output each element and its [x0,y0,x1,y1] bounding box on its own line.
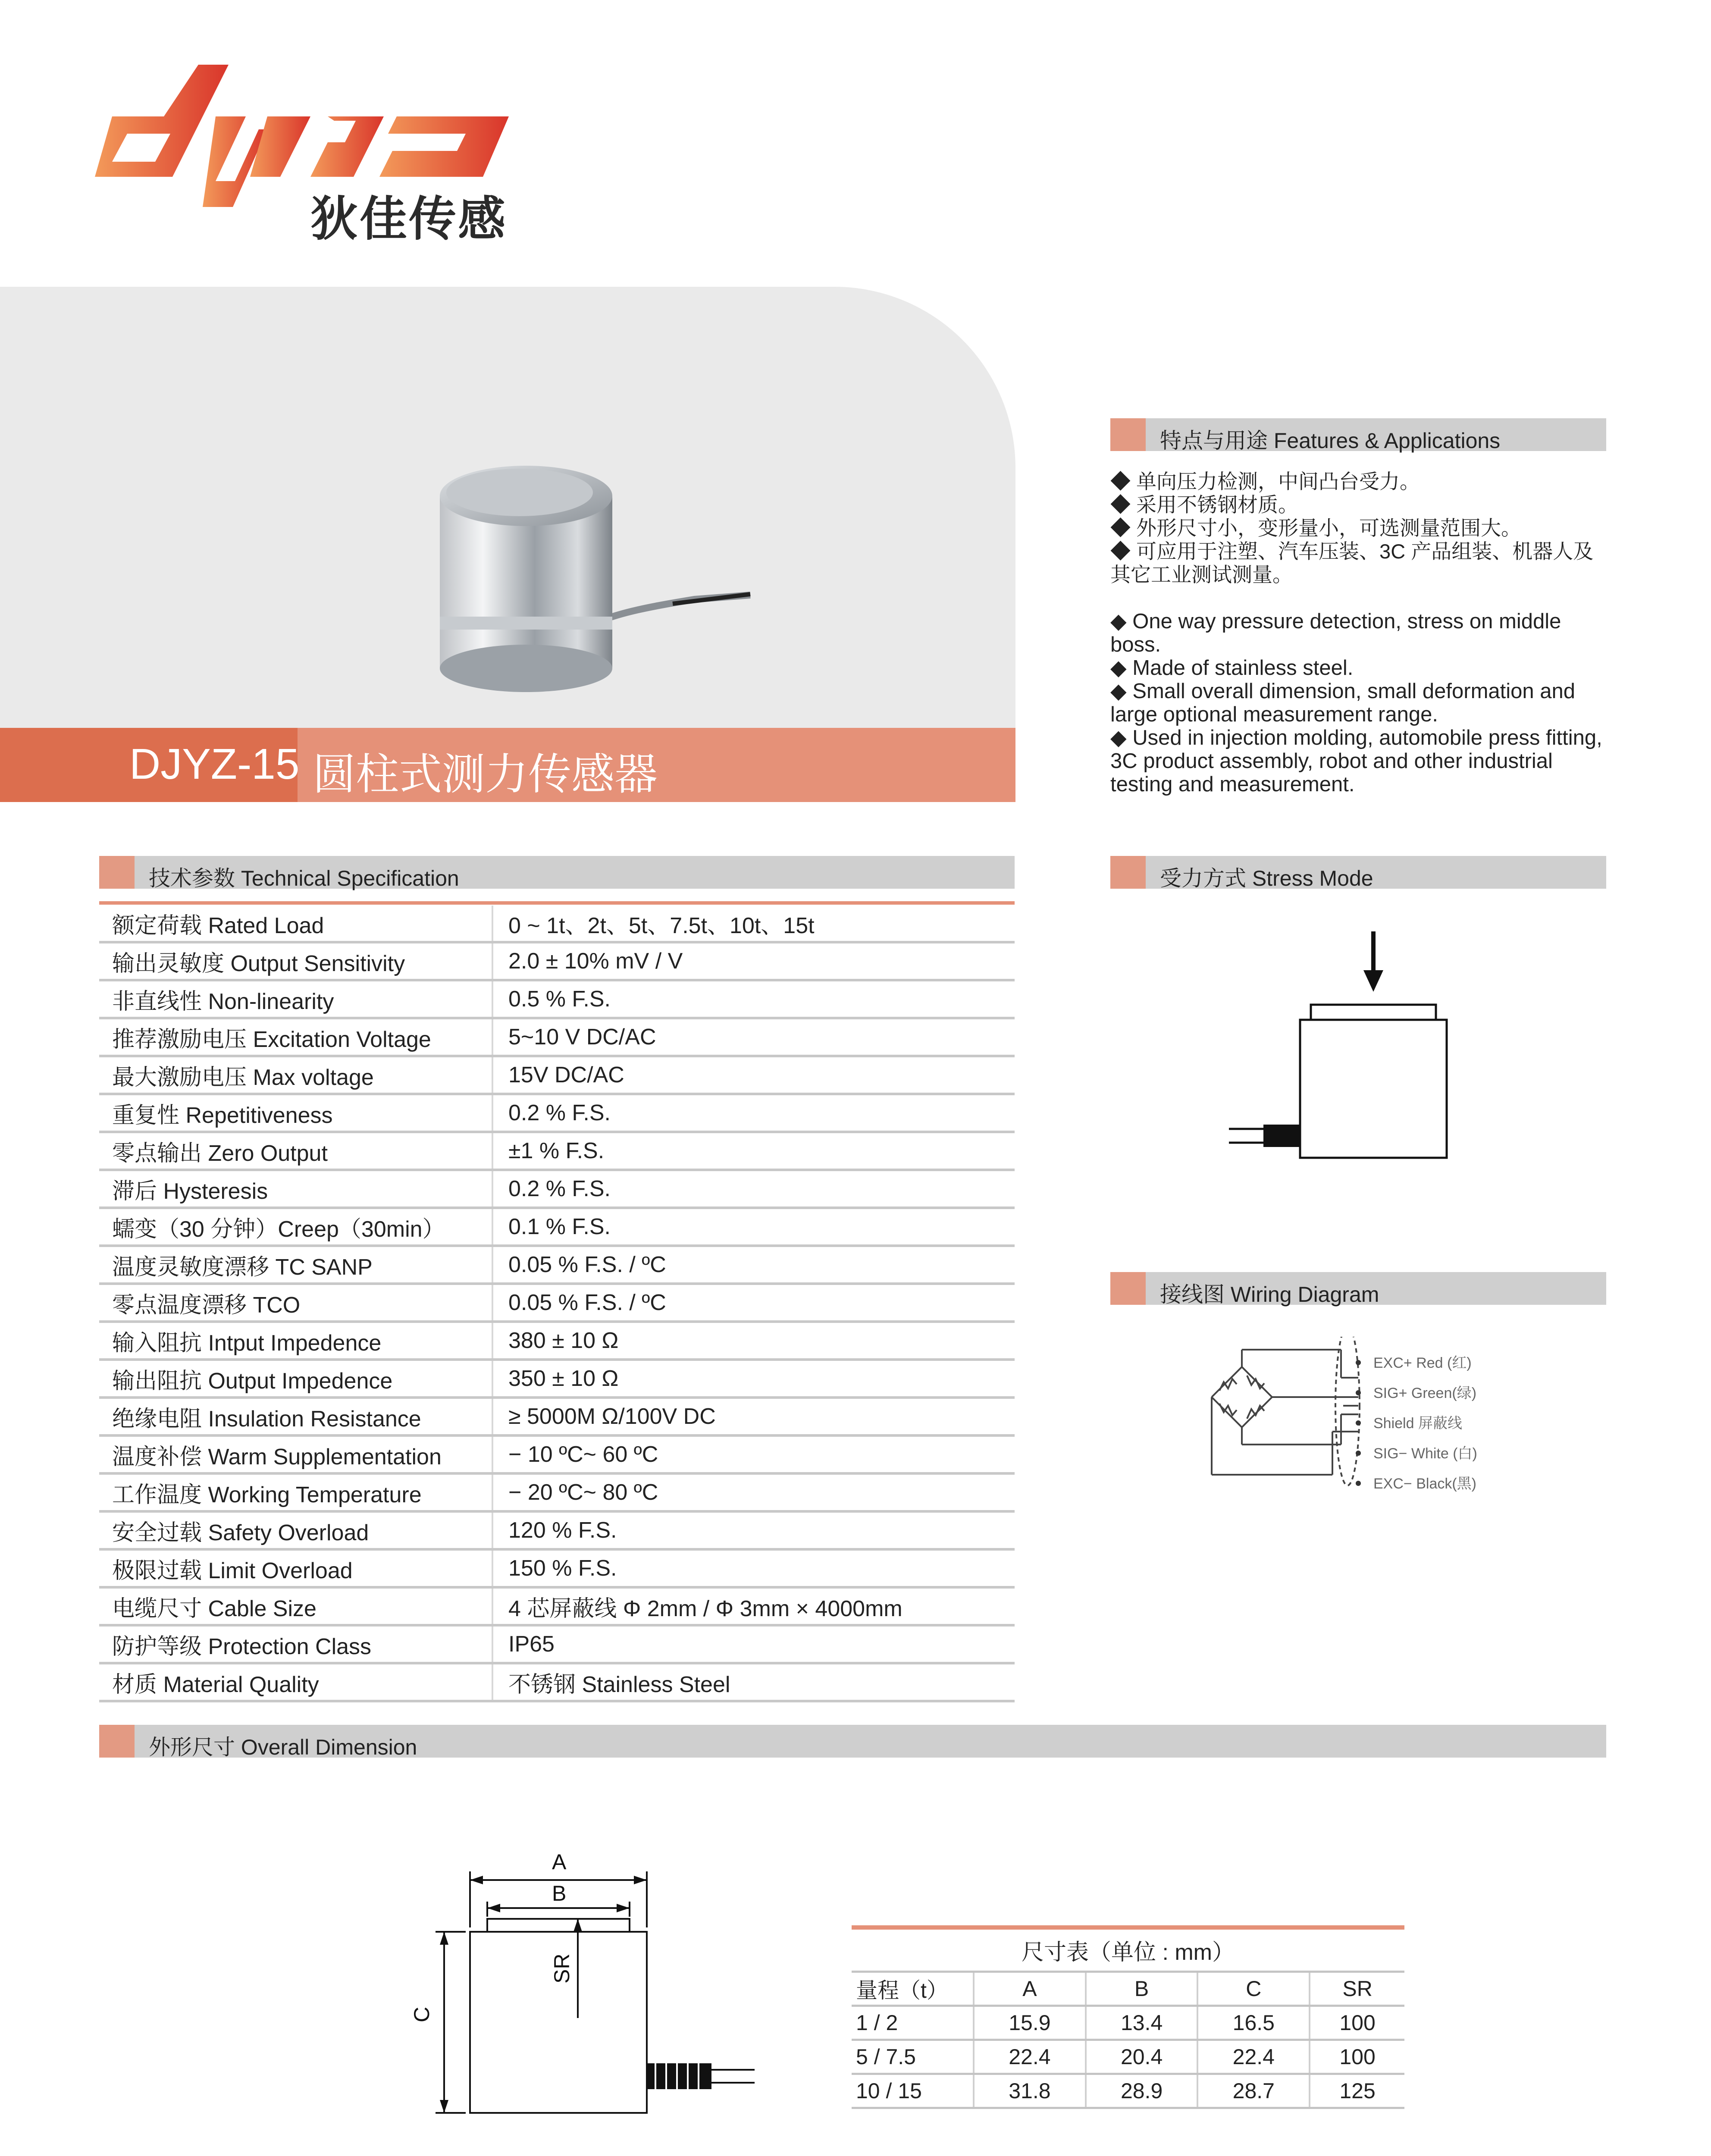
spec-key: 最大激励电压 Max voltage [99,1056,492,1094]
product-photo [414,457,768,699]
spec-row [99,1322,1015,1360]
spec-header [99,856,1015,889]
dimension-cell: 22.4 [974,2040,1086,2074]
feature-cn-4: ◆ 可应用于注塑、汽车压装、3C 产品组装、机器人及其它工业测试测量。 [1110,540,1594,586]
spec-key: 工作温度 Working Temperature [99,1473,492,1511]
spec-row [99,1511,1015,1549]
wiring-diagram [1199,1337,1544,1544]
dimension-table-rule [852,1925,1404,1930]
spec-key: 极限过载 Limit Overload [99,1549,492,1587]
dimension-cell: 20.4 [1086,2040,1198,2074]
section-tab [99,1725,135,1758]
dim-label-c: C [410,2006,434,2022]
wire-label-sig-plus: SIG+ Green(绿) [1373,1385,1477,1401]
spec-value: 0.2 % F.S. [492,1094,1015,1132]
spec-value: 0.5 % F.S. [492,980,1015,1018]
dimension-cell: 16.5 [1197,2006,1310,2040]
spec-value: 0.05 % F.S. / ºC [492,1246,1015,1284]
dimension-header-row [852,1972,1404,2006]
spec-value: − 20 ºC~ 80 ºC [492,1473,1015,1511]
dimension-row [852,2074,1404,2108]
spec-value: 120 % F.S. [492,1511,1015,1549]
spec-key: 蠕变（30 分钟）Creep（30min） [99,1208,492,1246]
spec-value: 4 芯屏蔽线 Φ 2mm / Φ 3mm × 4000mm [492,1587,1015,1625]
spec-value: 150 % F.S. [492,1549,1015,1587]
spec-row [99,1018,1015,1056]
dimension-table-caption: 尺寸表（单位 : mm） [1022,1940,1235,1965]
wire-label-exc-plus: EXC+ Red (红) [1373,1355,1472,1371]
dimension-cell: SR [1310,1972,1404,2006]
dimension-cell: B [1086,1972,1198,2006]
dimension-row [852,2040,1404,2074]
spec-table [99,906,1015,1702]
spec-key: 输出灵敏度 Output Sensitivity [99,942,492,980]
brand-chinese-name: 狄佳传感 [310,193,507,246]
product-name: 圆柱式测力传感器 [313,750,658,799]
dimension-cell: 22.4 [1197,2040,1310,2074]
spec-row [99,980,1015,1018]
dimension-cell: 15.9 [974,2006,1086,2040]
dimension-cell: 31.8 [974,2074,1086,2108]
spec-value: ±1 % F.S. [492,1132,1015,1170]
wire-label-exc-minus: EXC− Black(黑) [1373,1476,1476,1492]
dim-label-a: A [552,1850,567,1874]
spec-value: 0 ~ 1t、2t、5t、7.5t、10t、15t [492,906,1015,942]
spec-row [99,1360,1015,1398]
dimension-cell: 10 / 15 [852,2074,974,2108]
spec-key: 防护等级 Protection Class [99,1625,492,1663]
section-tab [1110,1272,1146,1305]
dimension-cell: 量程（t） [852,1972,974,2006]
section-tab [1110,418,1146,451]
spec-key: 输入阻抗 Intput Impedence [99,1322,492,1360]
feature-cn-2: ◆ 采用不锈钢材质。 [1110,493,1299,516]
section-tab [99,856,135,889]
spec-key: 滞后 Hysteresis [99,1170,492,1208]
dimension-cell: A [974,1972,1086,2006]
dimension-cell: 1 / 2 [852,2006,974,2040]
spec-row [99,1625,1015,1663]
spec-key: 零点输出 Zero Output [99,1132,492,1170]
dimension-cell: 125 [1310,2074,1404,2108]
spec-value: 5~10 V DC/AC [492,1018,1015,1056]
spec-row [99,1170,1015,1208]
spec-value: − 10 ºC~ 60 ºC [492,1435,1015,1473]
features-list [1110,470,1606,796]
stress-title: 受力方式 Stress Mode [1160,866,1373,890]
dimension-row [852,2006,1404,2040]
spec-value: 350 ± 10 Ω [492,1360,1015,1398]
dimension-drawing [379,1846,776,2126]
spec-row [99,1587,1015,1625]
spec-row [99,1284,1015,1322]
feature-en-1: ◆ One way pressure detection, stress on middle boss. [1110,610,1561,656]
spec-key: 额定荷载 Rated Load [99,906,492,942]
spec-key: 输出阻抗 Output Impedence [99,1360,492,1398]
spec-value: 0.2 % F.S. [492,1170,1015,1208]
stress-header [1110,856,1606,889]
features-header [1110,418,1606,451]
section-tab [1110,856,1146,889]
dimension-title: 外形尺寸 Overall Dimension [149,1735,417,1759]
spec-row [99,1246,1015,1284]
feature-en-4: ◆ Used in injection molding, automobile press fitting, 3C product assembly, robot and other industrial testing and measurement. [1110,726,1602,796]
spec-key: 电缆尺寸 Cable Size [99,1587,492,1625]
spec-key: 推荐激励电压 Excitation Voltage [99,1018,492,1056]
spec-title: 技术参数 Technical Specification [149,866,459,890]
dimension-cell: 100 [1310,2040,1404,2074]
spec-row [99,1094,1015,1132]
spec-value: IP65 [492,1625,1015,1663]
spec-key: 安全过载 Safety Overload [99,1511,492,1549]
feature-cn-1: ◆ 单向压力检测，中间凸台受力。 [1110,470,1420,493]
feature-en-2: ◆ Made of stainless steel. [1110,656,1354,680]
spec-value: ≥ 5000M Ω/100V DC [492,1398,1015,1435]
spec-key: 非直线性 Non-linearity [99,980,492,1018]
spec-row [99,1473,1015,1511]
dimension-cell: 5 / 7.5 [852,2040,974,2074]
spec-value: 15V DC/AC [492,1056,1015,1094]
dimension-cell: 28.9 [1086,2074,1198,2108]
dimension-table [852,1971,1404,2109]
spec-value: 2.0 ± 10% mV / V [492,942,1015,980]
wiring-header [1110,1272,1606,1305]
dim-label-b: B [552,1881,567,1905]
feature-cn-3: ◆ 外形尺寸小，变形量小，可选测量范围大。 [1110,517,1522,539]
spec-value: 0.1 % F.S. [492,1208,1015,1246]
spec-row [99,906,1015,942]
product-model: DJYZ-15 [129,740,300,788]
dim-label-sr: SR [550,1953,574,1984]
spec-key: 温度灵敏度漂移 TC SANP [99,1246,492,1284]
wire-label-sig-minus: SIG− White (白) [1373,1445,1477,1462]
dimension-cell: 13.4 [1086,2006,1198,2040]
spec-accent-rule [99,901,1015,905]
spec-key: 零点温度漂移 TCO [99,1284,492,1322]
spec-key: 材质 Material Quality [99,1663,492,1701]
dimension-cell: C [1197,1972,1310,2006]
spec-value: 不锈钢 Stainless Steel [492,1663,1015,1701]
spec-row [99,1398,1015,1435]
spec-row [99,942,1015,980]
spec-value: 0.05 % F.S. / ºC [492,1284,1015,1322]
spec-key: 温度补偿 Warm Supplementation [99,1435,492,1473]
feature-en-3: ◆ Small overall dimension, small deformation and large optional measurement range. [1110,680,1576,726]
dimension-cell: 28.7 [1197,2074,1310,2108]
wiring-title: 接线图 Wiring Diagram [1160,1282,1379,1307]
spec-row [99,1663,1015,1701]
dimension-cell: 100 [1310,2006,1404,2040]
spec-row [99,1435,1015,1473]
spec-key: 重复性 Repetitiveness [99,1094,492,1132]
dimension-header [99,1725,1606,1758]
spec-row [99,1549,1015,1587]
features-title: 特点与用途 Features & Applications [1160,429,1501,453]
spec-row [99,1056,1015,1094]
spec-key: 绝缘电阻 Insulation Resistance [99,1398,492,1435]
spec-value: 380 ± 10 Ω [492,1322,1015,1360]
stress-mode-diagram [1207,927,1466,1169]
spec-row [99,1208,1015,1246]
spec-row [99,1132,1015,1170]
wire-label-shield: Shield 屏蔽线 [1373,1415,1462,1432]
